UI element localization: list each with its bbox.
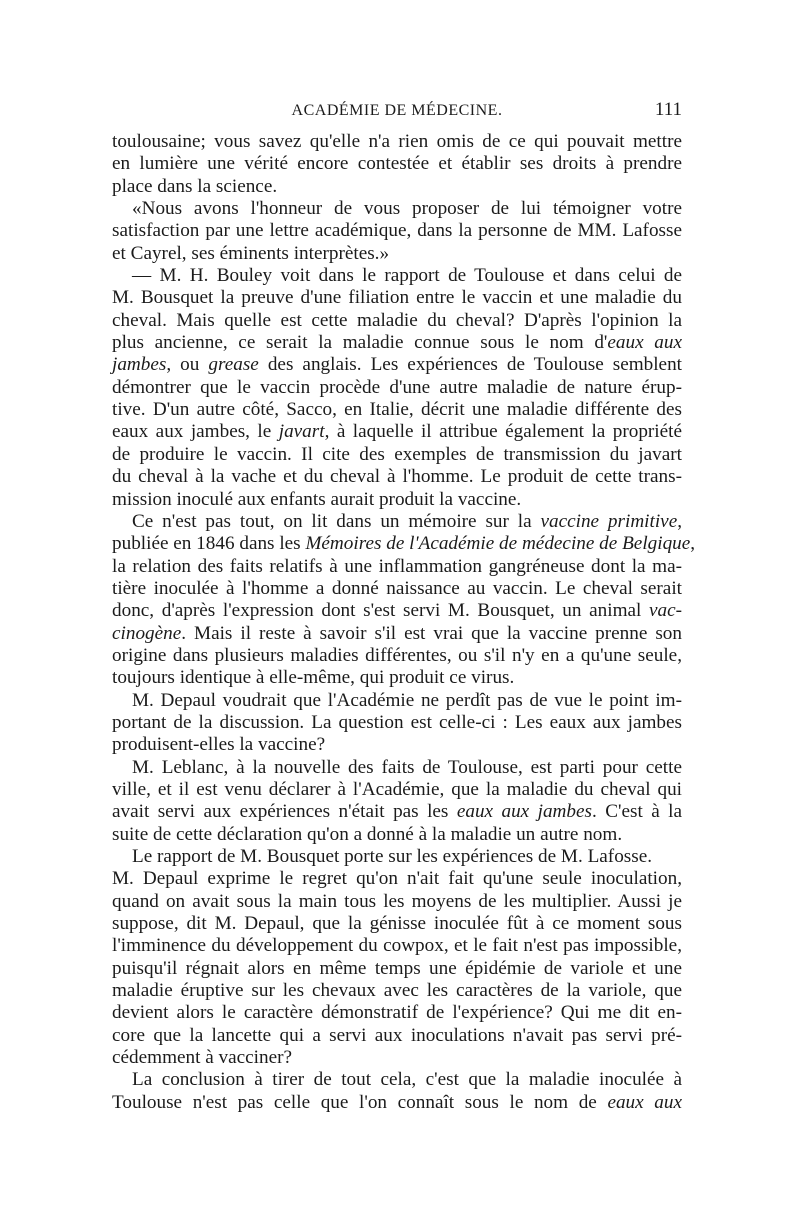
- text-span: ,: [677, 510, 683, 532]
- text-span: devient alors le caractère démonstratif de l'expérience? Qui me dit en-: [112, 1002, 682, 1024]
- text-span: M. Bousquet la preuve d'une filiation entre le vaccin et une maladie du: [112, 287, 682, 309]
- text-span: l'imminence du développement du cowpox, et le fait n'est pas impossible,: [112, 935, 682, 957]
- text-line: [112, 533, 696, 555]
- page-header: [112, 98, 682, 128]
- italic-span: vac-: [648, 600, 682, 622]
- text-span: du cheval à la vache et du cheval à l'homme. Le produit de cette trans-: [112, 466, 682, 488]
- text-line: [112, 958, 682, 980]
- text-line: [112, 1002, 682, 1024]
- text-line: [112, 667, 682, 689]
- text-line: [112, 466, 682, 488]
- italic-span: jambes: [112, 354, 167, 376]
- text-line: [112, 980, 682, 1002]
- italic-span: Mémoires de l'Académie de médecine de Belgique: [305, 533, 691, 555]
- text-span: toulousaine; vous savez qu'elle n'a rien omis de ce qui pouvait mettre: [112, 131, 682, 152]
- text-line: [112, 846, 682, 868]
- text-span: produisent-elles la vaccine?: [112, 734, 326, 756]
- body-text: [112, 131, 696, 1114]
- text-span: portant de la discussion. La question est celle-ci : Les eaux aux jambes: [112, 711, 682, 733]
- text-line: [112, 935, 682, 957]
- text-line: [112, 868, 682, 890]
- text-span: quand on avait sous la main tous les moyens de les multiplier. Aussi je: [112, 890, 682, 912]
- text-span: mission inoculé aux enfants aurait produit la vaccine.: [112, 488, 522, 510]
- text-line: [112, 310, 682, 332]
- text-line: [112, 421, 682, 443]
- text-span: M. Depaul exprime le regret qu'on n'ait fait qu'une seule inoculation,: [112, 868, 682, 890]
- text-line: [112, 1092, 682, 1114]
- text-line: [112, 1047, 682, 1069]
- text-span: M. Leblanc, à la nouvelle des faits de Toulouse, est parti pour cette: [132, 756, 682, 778]
- text-span: Le rapport de M. Bousquet porte sur les expériences de M. Lafosse.: [132, 846, 653, 867]
- text-line: [112, 220, 682, 242]
- text-span: des anglais. Les expériences de Toulouse semblent: [258, 354, 682, 376]
- text-span: cheval. Mais quelle est cette maladie du cheval? D'après l'opinion la: [112, 309, 682, 331]
- text-line: [112, 243, 682, 265]
- text-span: démontrer que le vaccin procède d'une autre maladie de nature érup-: [112, 376, 682, 398]
- text-span: satisfaction par une lettre académique, dans la personne de MM. Lafosse: [112, 220, 682, 242]
- text-span: toujours identique à elle-même, qui produit ce virus.: [112, 667, 515, 689]
- italic-span: eaux aux jambes: [456, 801, 592, 823]
- text-span: ville, et il est venu déclarer à l'Académie, que la maladie du cheval qui: [112, 778, 682, 800]
- text-span: Ce n'est pas tout, on lit dans un mémoire sur la: [132, 510, 541, 532]
- text-line: [112, 690, 682, 712]
- italic-span: eaux aux: [607, 332, 682, 354]
- text-span: eaux aux jambes, le: [112, 421, 279, 443]
- text-line: [112, 1025, 682, 1047]
- italic-span: eaux aux: [607, 1091, 682, 1113]
- text-line: [112, 757, 682, 779]
- text-span: suppose, dit M. Depaul, que la génisse inoculée fût à ce moment sous: [112, 913, 682, 935]
- text-line: [112, 891, 682, 913]
- italic-span: grease: [208, 354, 259, 376]
- text-line: [112, 600, 682, 622]
- text-span: publiée en 1846 dans les: [112, 533, 306, 555]
- text-line: [112, 779, 682, 801]
- text-span: ,: [690, 533, 696, 555]
- text-span: cédemment à vacciner?: [112, 1047, 293, 1069]
- text-line: [112, 444, 682, 466]
- text-line: [112, 511, 682, 533]
- text-line: [112, 153, 682, 175]
- text-line: [112, 287, 682, 309]
- text-line: [112, 801, 682, 823]
- italic-span: cinogène: [112, 622, 182, 644]
- text-span: . C'est à la: [591, 801, 683, 823]
- text-span: . Mais il reste à savoir s'il est vrai que la vaccine prenne son: [181, 622, 682, 644]
- text-span: en lumière une vérité encore contestée et établir ses droits à prendre: [112, 153, 682, 175]
- text-span: de produire le vaccin. Il cite des exemples de transmission du javart: [112, 443, 682, 465]
- text-line: [112, 489, 682, 511]
- text-span: , à laquelle il attribue également la propriété: [324, 421, 682, 443]
- text-line: [112, 712, 682, 734]
- text-span: origine dans plusieurs maladies différentes, ou s'il n'y en a qu'une seule,: [112, 644, 682, 666]
- text-span: M. Depaul voudrait que l'Académie ne perdît pas de vue le point im-: [132, 689, 682, 711]
- text-span: suite de cette déclaration qu'on a donné à la maladie un autre nom.: [112, 823, 623, 845]
- text-line: [112, 1069, 682, 1091]
- text-line: [112, 578, 682, 600]
- text-line: [112, 645, 682, 667]
- text-span: tive. D'un autre côté, Sacco, en Italie, décrit une maladie différente des: [112, 399, 682, 421]
- text-span: core que la lancette qui a servi aux inoculations n'avait pas servi pré-: [112, 1024, 682, 1046]
- text-line: [112, 131, 682, 153]
- text-span: et Cayrel, ses éminents interprètes.»: [112, 242, 390, 264]
- text-line: [112, 377, 682, 399]
- text-span: place dans la science.: [112, 175, 278, 197]
- text-line: [112, 913, 682, 935]
- text-line: [112, 176, 682, 198]
- text-line: [112, 265, 682, 287]
- text-span: maladie éruptive sur les chevaux avec les caractères de la variole, que: [112, 980, 682, 1002]
- text-span: Toulouse n'est pas celle que l'on connaît sous le nom de: [112, 1091, 608, 1113]
- text-line: [112, 734, 682, 756]
- text-line: [112, 198, 682, 220]
- text-span: avait servi aux expériences n'était pas les: [112, 801, 457, 823]
- text-line: [112, 556, 682, 578]
- italic-span: vaccine primitive: [540, 510, 678, 532]
- text-line: [112, 399, 682, 421]
- text-span: , ou: [166, 354, 209, 376]
- text-line: [112, 824, 682, 846]
- page-number: 111: [654, 99, 682, 120]
- text-span: plus ancienne, ce serait la maladie connue sous le nom d': [112, 332, 608, 354]
- text-span: — M. H. Bouley voit dans le rapport de Toulouse et dans celui de: [132, 265, 682, 287]
- text-line: [112, 332, 682, 354]
- text-span: donc, d'après l'expression dont s'est servi M. Bousquet, un animal: [112, 600, 649, 622]
- text-span: tière inoculée à l'homme a donné naissance au vaccin. Le cheval serait: [112, 577, 682, 599]
- text-span: puisqu'il régnait alors en même temps une épidémie de variole et une: [112, 957, 682, 979]
- text-span: la relation des faits relatifs à une inflammation gangréneuse dont la ma-: [112, 555, 682, 577]
- running-title: ACADÉMIE DE MÉDECINE.: [291, 102, 503, 119]
- italic-span: javart: [278, 421, 325, 443]
- text-span: «Nous avons l'honneur de vous proposer de lui témoigner votre: [132, 198, 682, 220]
- text-line: [112, 623, 682, 645]
- text-line: [112, 354, 682, 376]
- text-span: La conclusion à tirer de tout cela, c'est que la maladie inoculée à: [132, 1069, 682, 1091]
